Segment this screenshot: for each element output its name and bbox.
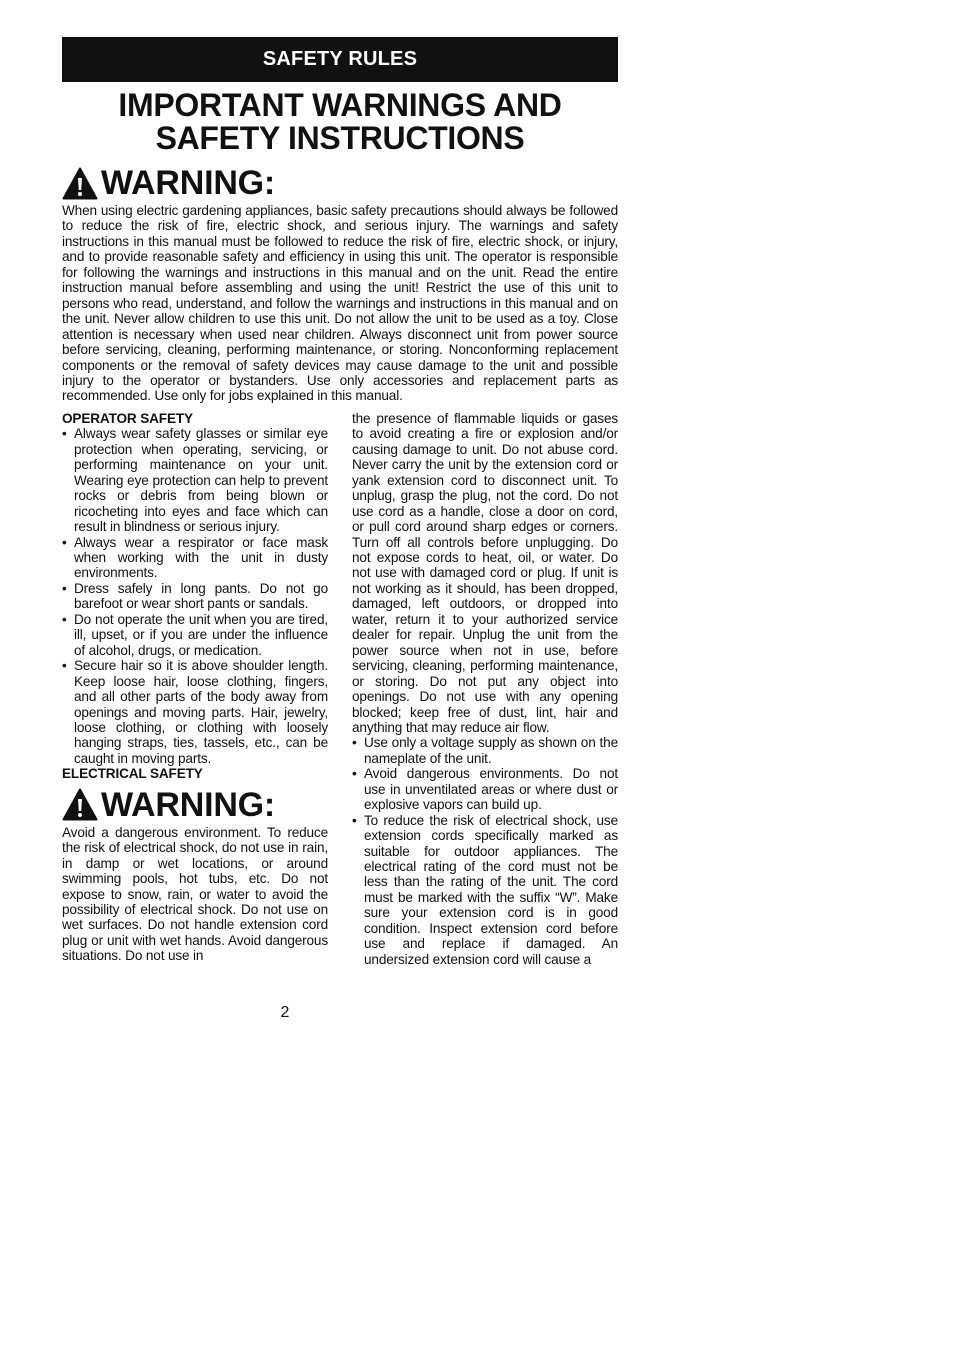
electrical-safety-list (352, 735, 618, 967)
list-item (352, 766, 618, 812)
warning-triangle-icon (62, 167, 98, 200)
list-item-text: Secure hair so it is above shoulder length. Keep loose hair, loose clothing, fingers, and all other parts of the body away from openings and moving parts. Hair, jewelry, loose clothing, or clothing with loosely hanging straps, ties, tassels, etc., can be caught in moving parts. (74, 658, 328, 766)
intro-paragraph: When using electric gardening appliances, basic safety precautions should always be followed to reduce the risk of fire, electric shock, and serious injury. The warnings and safety instructions in this manual must be followed to reduce the risk of fire, electric shock, or injury, and to provide reasonable safety and efficiency in using this unit. The operator is responsible for following the warnings and instructions in this manual and on the unit. Read the entire instruction manual before assembling and using the unit! Restrict the use of this unit to persons who read, understand, and follow the warnings and instructions in this manual and on the unit. Never allow children to use this unit. Do not allow the unit to be used as a toy. Close attention is necessary when used near children. Always disconnect unit from power source before servicing, cleaning, performing maintenance, or storing. Nonconforming replacement components or the removal of safety devices may cause damage to the unit and possible injury to the operator or bystanders. Use only accessories and replacement parts as recommended. Use only for jobs explained in this manual. (62, 203, 618, 404)
warning-label: WARNING: (101, 164, 276, 202)
list-item-text: To reduce the risk of electrical shock, use extension cords specifically marked as suitable for outdoor appliances. The electrical rating of the cord must not be less than the rating of the unit. The cord must be marked with the suffix “W”. Make sure your extension cord is in good condition. Inspect extension cord before use and replace if damaged. An undersized extension cord will cause a (364, 812, 618, 967)
warning-label: WARNING: (101, 785, 276, 824)
list-item-text: Always wear safety glasses or similar eye protection when operating, servicing, or performing maintenance on your unit. Wearing eye protection can help to prevent rocks or debris from being blown or ricocheting into eyes and face which can result in blindness or serious injury. (74, 426, 328, 535)
list-item-text: Avoid dangerous environments. Do not use in unventilated areas or where dust or explosive vapors can build up. (364, 766, 618, 813)
bullet-glyph: • (352, 812, 357, 828)
electrical-warning-heading (62, 785, 328, 825)
bullet-glyph: • (62, 611, 67, 627)
section-banner (62, 37, 618, 82)
page-number: 2 (280, 1004, 290, 1021)
bullet-glyph: • (62, 580, 67, 596)
page-title-line-2: SAFETY INSTRUCTIONS (155, 120, 525, 156)
manual-page (62, 37, 618, 967)
list-item-text: Use only a voltage supply as shown on the nameplate of the unit. (364, 735, 618, 766)
operator-safety-heading: OPERATOR SAFETY (62, 410, 193, 426)
electrical-warning-text: Avoid a dangerous environment. To reduce the risk of electrical shock, do not use in rain, in damp or wet locations, or around swimming pools, hot tubs, etc. Do not expose to snow, rain, or water to avoid the possibility of electrical shock. Do not use on wet surfaces. Do not handle extension cord plug or unit with wet hands. Avoid dangerous situations. Do not use in (62, 824, 328, 964)
list-item (352, 813, 618, 968)
operator-safety-list (62, 426, 328, 766)
list-item (62, 426, 328, 534)
list-item (62, 612, 328, 658)
page-title-line-1: IMPORTANT WARNINGS AND (118, 87, 562, 123)
banner-title: SAFETY RULES (262, 48, 418, 70)
list-item-text: Always wear a respirator or face mask when working with the unit in dusty environments. (74, 534, 328, 581)
right-column (352, 411, 618, 967)
warning-triangle-icon (62, 788, 98, 821)
continuation-paragraph: the presence of flammable liquids or gases to avoid creating a fire or explosion and/or causing damage to unit. Do not abuse cord. Never carry the unit by the extension cord or yank extension cord to disconnect unit. To unplug, grasp the plug, not the cord. Do not use cord as a handle, close a door on cord, or pull cord around sharp edges or corners. Turn off all controls before unplugging. Do not expose cords to heat, oil, or water. Do not use with damaged cord or plug. If unit is not working as it should, has been dropped, damaged, left outdoors, or dropped into water, return it to your authorized service dealer for repair. Unplug the unit from the power source when not in use, before servicing, cleaning, performing maintenance, or storing. Do not put any object into openings. Do not use with any opening blocked; keep free of dust, lint, hair and anything that may reduce air flow. (352, 410, 618, 735)
electrical-safety-heading: ELECTRICAL SAFETY (62, 766, 203, 782)
bullet-glyph: • (62, 426, 67, 442)
bullet-glyph: • (62, 658, 67, 674)
list-item-text: Do not operate the unit when you are tired, ill, upset, or if you are under the influence of alcohol, drugs, or medication. (74, 611, 328, 658)
two-column-body (62, 411, 618, 967)
left-column (62, 411, 328, 967)
bullet-glyph: • (62, 534, 67, 550)
page-title (62, 89, 618, 155)
list-item-text: Dress safely in long pants. Do not go barefoot or wear short pants or sandals. (74, 580, 328, 612)
list-item (62, 535, 328, 581)
list-item (62, 581, 328, 612)
bullet-glyph: • (352, 766, 357, 782)
bullet-glyph: • (352, 735, 357, 751)
warning-heading (62, 163, 618, 203)
list-item (352, 735, 618, 766)
list-item (62, 658, 328, 766)
